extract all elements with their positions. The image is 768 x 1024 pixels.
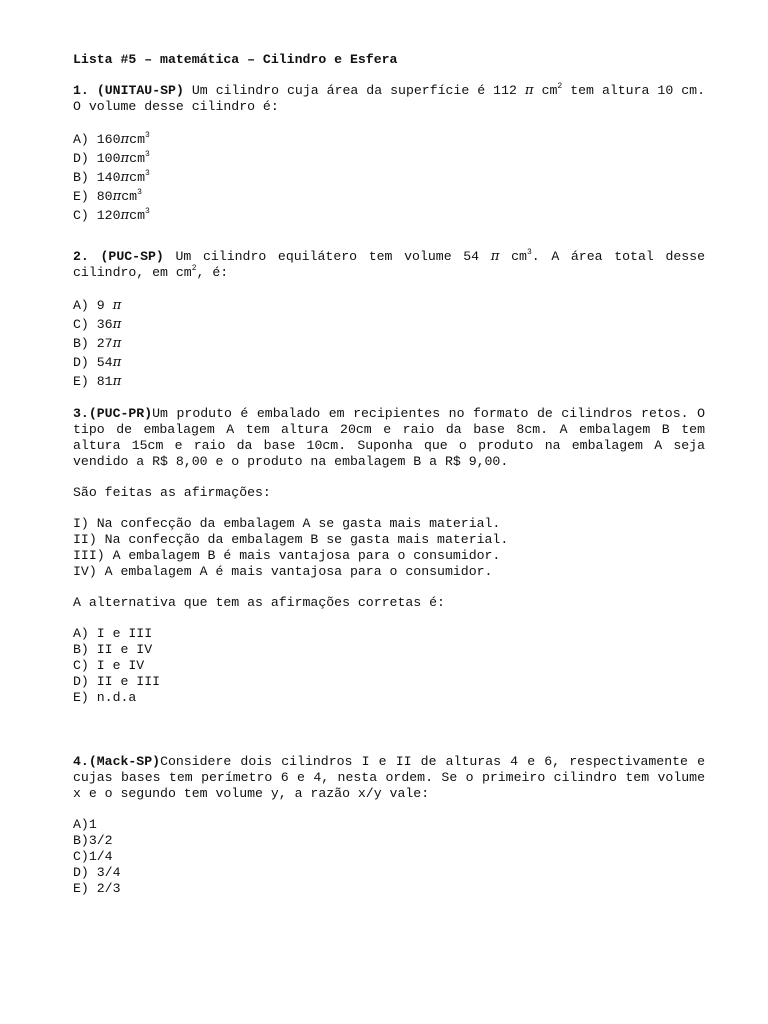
answer-option: D) II e III — [73, 674, 161, 689]
question-text: , é: — [196, 265, 229, 280]
question-text: Um cilindro equilátero tem volume 54 — [163, 249, 480, 264]
question-3 — [73, 406, 705, 706]
answer-option: B) II e IV — [73, 642, 153, 657]
answer-option: E) 81π — [73, 374, 122, 389]
answer-option: D) 100πcm$^3$ — [73, 149, 150, 166]
question-2-options — [73, 296, 705, 391]
answer-option: E) n.d.a — [73, 690, 137, 705]
question-4-options — [73, 817, 705, 897]
statement: III) A embalagem B é mais vantajosa para o consumidor. — [73, 548, 501, 563]
question-text: Um produto é embalado em recipientes no formato de cilindros retos. O tipo de embalagem A tem altura 20cm e raio da base 8cm. A embalagem B tem altura 15cm e raio da base 10cm. Suponha que o produto na embalagem A seja vendido a R$ 8,00 e o produto na embalagem B a R$ 9,00. — [73, 406, 705, 469]
pi-symbol: π — [524, 83, 534, 98]
question-text: tem altura 10 cm. O volume desse cilindro é: — [73, 83, 705, 114]
unit: cm — [511, 249, 527, 264]
answer-option: E) 2/3 — [73, 881, 121, 896]
question-4 — [73, 754, 705, 897]
answer-option: A) 9 π — [73, 298, 122, 313]
question-number: 4. — [73, 754, 89, 769]
question-1-options — [73, 130, 705, 225]
unit-exponent: 2 — [557, 81, 563, 91]
question-source: (PUC-SP) — [100, 249, 164, 264]
question-text: Um cilindro cuja área da superfície é 112 — [183, 83, 517, 98]
question-source: (PUC-PR) — [88, 406, 153, 421]
question-source: (UNITAU-SP) — [96, 83, 184, 98]
answer-option: C) 120πcm$^3$ — [73, 206, 150, 223]
statements-intro: São feitas as afirmações: — [73, 485, 271, 500]
question-3-options — [73, 626, 705, 706]
question-3-stem — [73, 406, 705, 470]
question-prompt: A alternativa que tem as afirmações corretas é: — [73, 595, 445, 610]
answer-option: B)3/2 — [73, 833, 113, 848]
answer-option: B) 27π — [73, 336, 122, 351]
answer-option: B) 140πcm$^3$ — [73, 168, 150, 185]
question-number: 2. — [73, 249, 89, 264]
question-source: (Mack-SP) — [88, 754, 161, 769]
statement: IV) A embalagem A é mais vantajosa para o consumidor. — [73, 564, 493, 579]
question-number: 3. — [73, 406, 89, 421]
question-number: 1. — [73, 83, 89, 98]
question-text: . A área total desse cilindro, em cm — [73, 249, 706, 280]
document-page — [73, 52, 705, 897]
pi-symbol: π — [490, 249, 500, 264]
statement: I) Na confecção da embalagem A se gasta mais material. — [73, 516, 501, 531]
unit-exponent: 3 — [526, 247, 532, 257]
answer-option: C) 36π — [73, 317, 122, 332]
answer-option: C) I e IV — [73, 658, 145, 673]
statements-list — [73, 516, 705, 580]
question-2-stem — [73, 249, 705, 281]
unit: cm — [541, 83, 558, 98]
answer-option: D) 3/4 — [73, 865, 121, 880]
question-1 — [73, 83, 705, 225]
answer-option: A) 160πcm$^3$ — [73, 130, 150, 147]
unit-exponent: 2 — [191, 263, 197, 273]
answer-option: E) 80πcm$^3$ — [73, 187, 142, 204]
question-1-stem — [73, 83, 705, 115]
answer-option: A) I e III — [73, 626, 153, 641]
question-text: Considere dois cilindros I e II de alturas 4 e 6, respectivamente e cujas bases tem perímetro 6 e 4, nesta ordem. Se o primeiro cilindro tem volume x e o segundo tem volume y, a razão x/y vale: — [73, 754, 705, 801]
answer-option: D) 54π — [73, 355, 122, 370]
answer-option: A)1 — [73, 817, 97, 832]
statement: II) Na confecção da embalagem B se gasta mais material. — [73, 532, 509, 547]
answer-option: C)1/4 — [73, 849, 113, 864]
list-title: Lista #5 – matemática – Cilindro e Esfera — [73, 52, 398, 67]
question-4-stem — [73, 754, 705, 802]
question-2 — [73, 249, 705, 391]
